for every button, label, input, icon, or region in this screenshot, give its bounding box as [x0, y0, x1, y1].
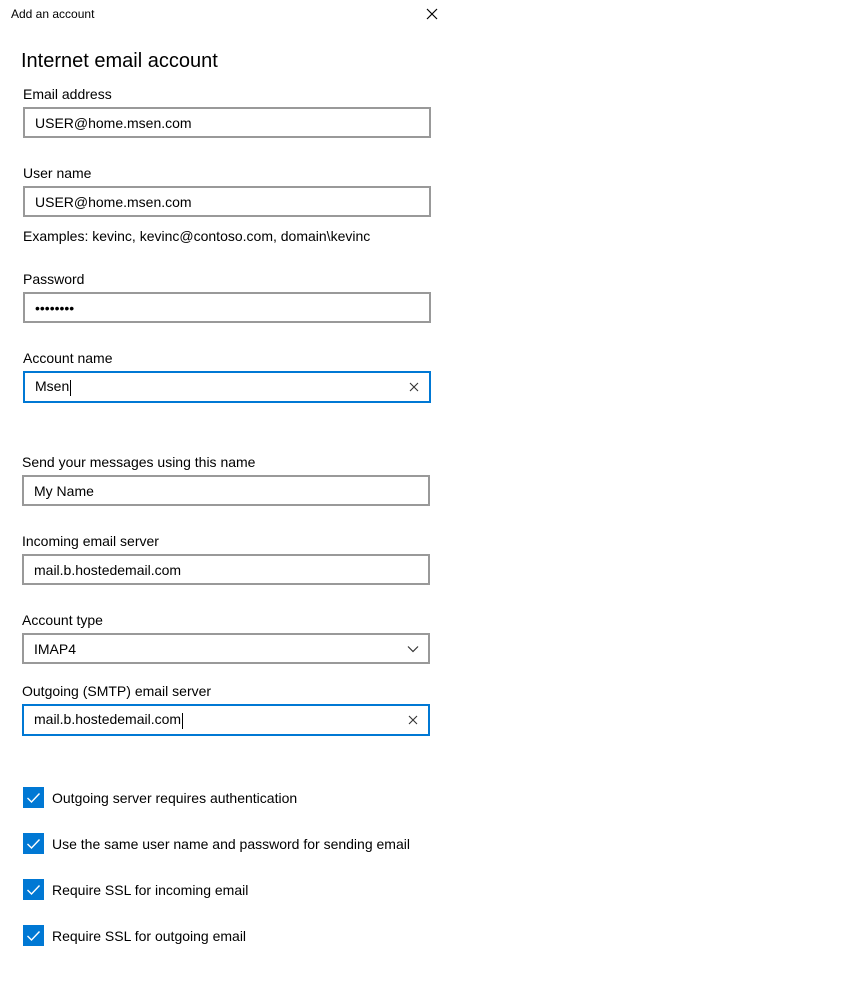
outgoing-server-field[interactable] [22, 704, 430, 736]
email-label: Email address [23, 86, 112, 102]
outgoing-server-label: Outgoing (SMTP) email server [22, 683, 212, 699]
close-button[interactable] [420, 2, 444, 26]
account-name-clear-button[interactable] [399, 374, 429, 401]
send-name-value: My Name [34, 482, 94, 499]
email-value: USER@home.msen.com [35, 114, 192, 131]
text-caret [70, 380, 71, 396]
clear-icon [408, 715, 418, 725]
checkbox-row-outgoing-auth [23, 787, 297, 808]
checkmark-icon [26, 792, 41, 804]
clear-icon [409, 382, 419, 392]
checkmark-icon [26, 838, 41, 850]
username-help-text: Examples: kevinc, kevinc@contoso.com, domain\kevinc [23, 228, 371, 244]
text-caret [182, 713, 183, 729]
checkbox-row-same-credentials [23, 833, 410, 854]
checkbox-row-ssl-outgoing [23, 925, 246, 946]
checkmark-icon [26, 930, 41, 942]
password-label: Password [23, 271, 85, 287]
checkmark-icon [26, 884, 41, 896]
username-field[interactable] [23, 186, 431, 217]
outgoing-server-clear-button[interactable] [398, 707, 428, 734]
checkbox-row-ssl-incoming [23, 879, 248, 900]
send-name-field[interactable] [22, 475, 430, 506]
send-name-label: Send your messages using this name [22, 454, 256, 470]
account-type-select[interactable] [22, 633, 430, 664]
incoming-server-field[interactable] [22, 554, 430, 585]
incoming-server-value: mail.b.hostedemail.com [34, 561, 182, 578]
account-name-label: Account name [23, 350, 113, 366]
account-name-value: Msen [35, 378, 70, 395]
same-credentials-checkbox[interactable] [23, 833, 44, 854]
email-field[interactable] [23, 107, 431, 138]
account-name-field[interactable] [23, 371, 431, 403]
page-title: Internet email account [21, 50, 218, 72]
ssl-incoming-checkbox[interactable] [23, 879, 44, 900]
account-type-label: Account type [22, 612, 103, 628]
outgoing-auth-checkbox[interactable] [23, 787, 44, 808]
outgoing-server-value: mail.b.hostedemail.com [34, 711, 182, 728]
close-icon [426, 8, 438, 20]
chevron-down-icon [407, 645, 419, 653]
outgoing-auth-label: Outgoing server requires authentication [52, 789, 298, 806]
password-value: •••••••• [35, 299, 75, 316]
username-label: User name [23, 165, 92, 181]
username-value: USER@home.msen.com [35, 193, 192, 210]
ssl-incoming-label: Require SSL for incoming email [52, 881, 249, 898]
incoming-server-label: Incoming email server [22, 533, 159, 549]
same-credentials-label: Use the same user name and password for sending email [52, 835, 410, 852]
password-field[interactable] [23, 292, 431, 323]
ssl-outgoing-checkbox[interactable] [23, 925, 44, 946]
account-type-value: IMAP4 [34, 640, 77, 657]
window-title: Add an account [11, 7, 95, 21]
account-type-dropdown[interactable] [398, 635, 428, 662]
ssl-outgoing-label: Require SSL for outgoing email [52, 927, 247, 944]
